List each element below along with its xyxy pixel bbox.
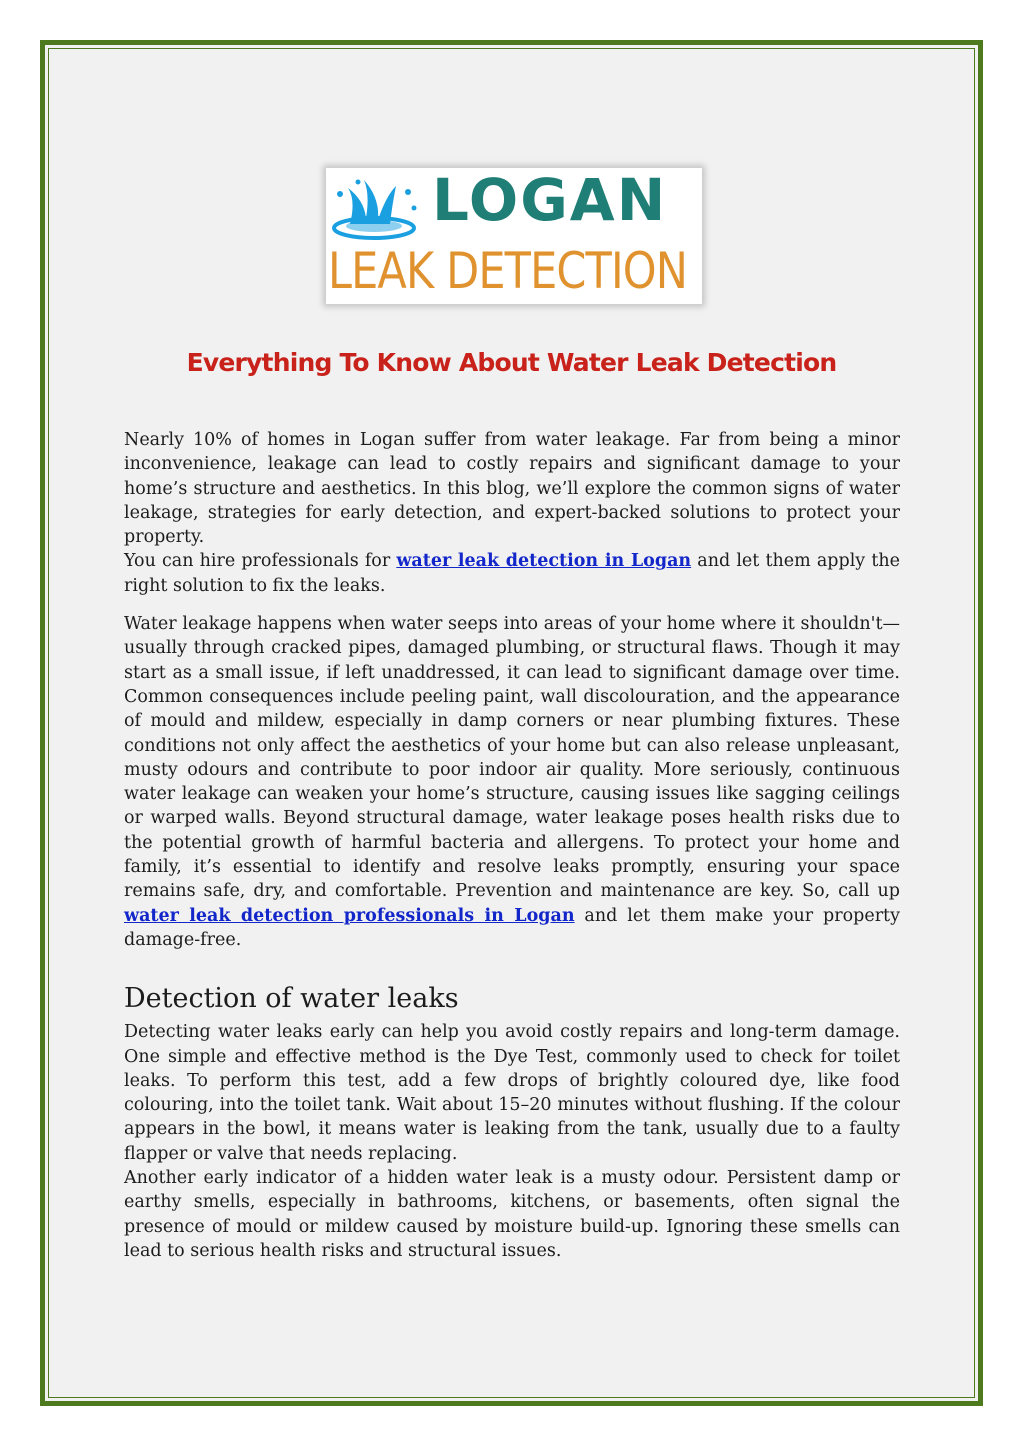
water-splash-icon bbox=[330, 174, 420, 244]
detection-heading: Detection of water leaks bbox=[124, 983, 459, 1015]
article-body bbox=[124, 428, 900, 1263]
logo-text-leak-detection: LEAK DETECTION bbox=[328, 242, 688, 300]
intro-paragraph: Nearly 10% of homes in Logan suffer from water leakage. Far from being a minor inconvenience, leakage can lead to costly repairs and significant damage to your home’s structure and aesthetics. In this blog, we’ll explore the common signs of water leakage, strategies for early detection, and expert-backed solutions to protect your property. bbox=[124, 430, 900, 548]
leak-detection-link[interactable]: water leak detection in Logan bbox=[396, 551, 692, 572]
page-title: Everything To Know About Water Leak Detection bbox=[186, 348, 837, 377]
page-border bbox=[40, 40, 983, 1406]
dye-test-paragraph: Detecting water leaks early can help you avoid costly repairs and long-term damage. One simple and effective method is the Dye Test, commonly used to check for toilet leaks. To perform this test, add a few drops of brightly coloured dye, like food colouring, into the toilet tank. Wait about 15–20 minutes without flushing. If the colour appears in the bowl, it means water is leaking from the tank, usually due to a faulty flapper or valve that needs replacing. bbox=[124, 1022, 900, 1164]
logo bbox=[326, 168, 702, 304]
hire-paragraph: You can hire professionals for water leak detection in Logan and let them apply the right solution to fix the leaks. bbox=[124, 551, 900, 596]
leakage-paragraph: Water leakage happens when water seeps into areas of your home where it shouldn't—usually through cracked pipes, damaged plumbing, or structural flaws. Though it may start as a small issue, if left unaddressed, it can lead to significant damage over time. Common consequences include peeling paint, wall discolouration, and the appearance of mould and mildew, especially in damp corners or near plumbing fixtures. These conditions not only affect the aesthetics of your home but can also release unpleasant, musty odours and contribute to poor indoor air quality. More seriously, continuous water leakage can weaken your home’s structure, causing issues like sagging ceilings or warped walls. Beyond structural damage, water leakage poses health risks due to the potential growth of harmful bacteria and allergens. To protect your home and family, it’s essential to identify and resolve leaks promptly, ensuring your space remains safe, dry, and comfortable. Prevention and maintenance are key. So, call up water leak detection professionals in Logan and let them make your property damage-free. bbox=[124, 614, 900, 950]
professionals-link[interactable]: water leak detection professionals in Logan bbox=[124, 905, 575, 926]
musty-odour-paragraph: Another early indicator of a hidden water leak is a musty odour. Persistent damp or earthy smells, especially in bathrooms, kitchens, or basements, often signal the presence of mould or mildew caused by moisture build-up. Ignoring these smells can lead to serious health risks and structural issues. bbox=[124, 1168, 900, 1261]
logo-text-logan: LOGAN bbox=[432, 166, 668, 234]
